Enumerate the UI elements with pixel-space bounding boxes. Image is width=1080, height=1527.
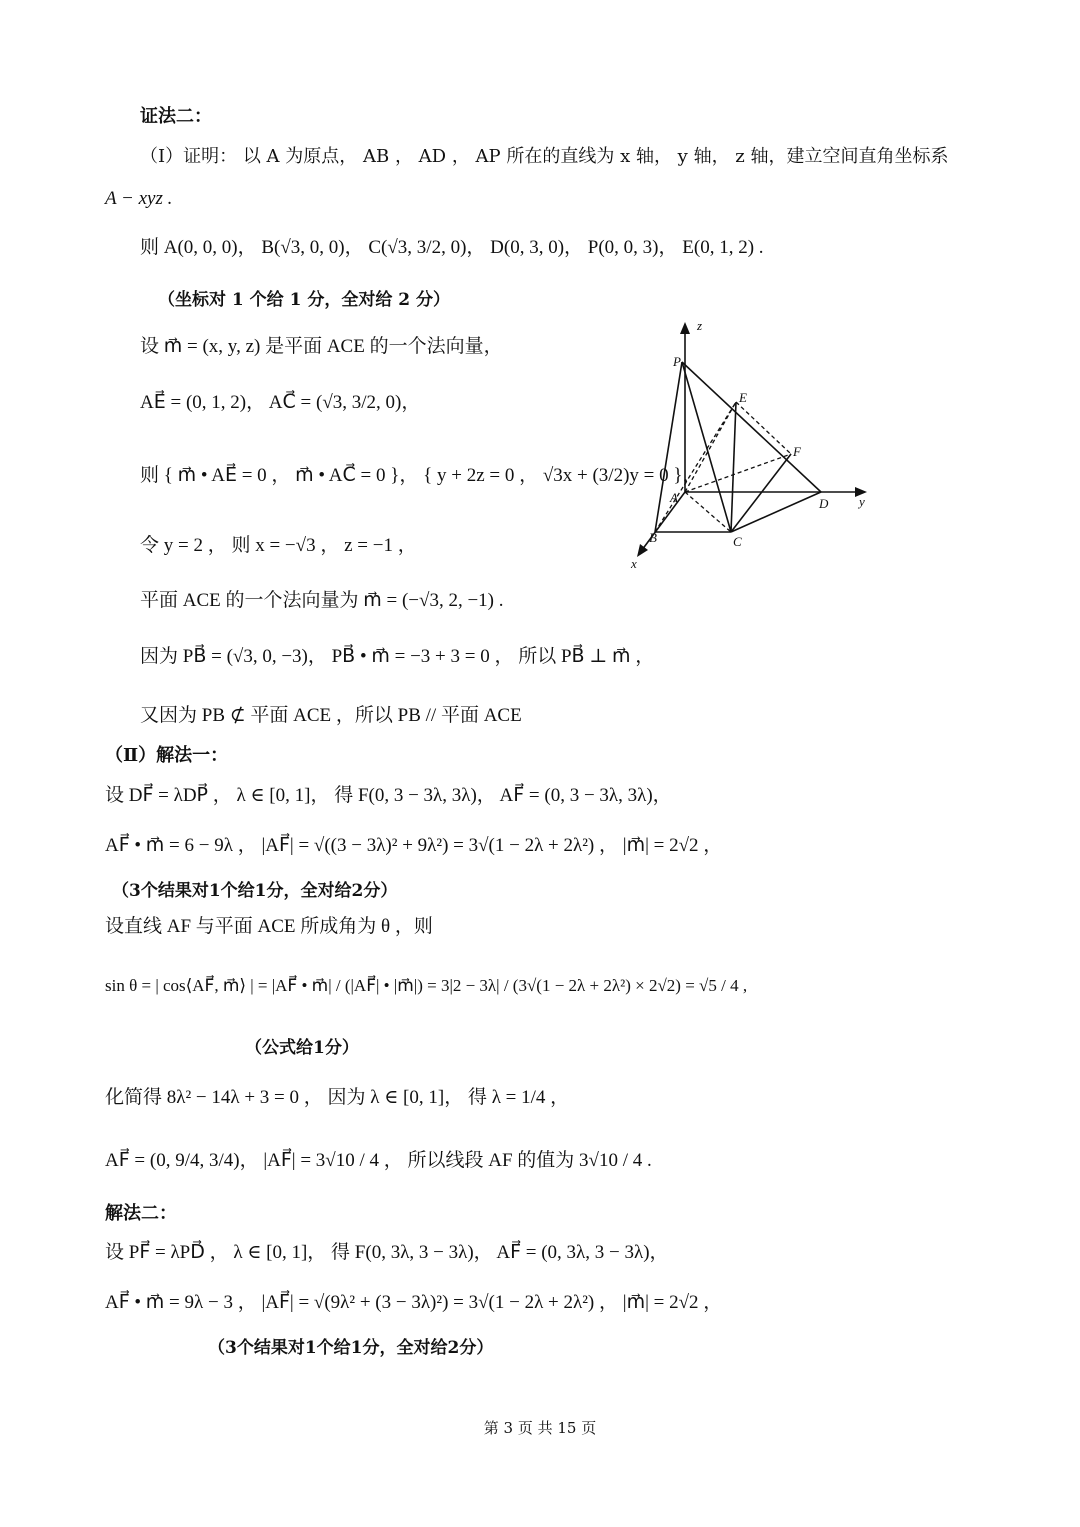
page-footer: 第 3 页 共 15 页 — [483, 1419, 597, 1437]
edge-AC — [685, 492, 731, 532]
part2-line5: 化简得 8λ² − 14λ + 3 = 0 ， 因为 λ ∈ [0, 1]， 得 λ = 1/4 ， — [105, 1087, 570, 1108]
method2-heading: 解法二： — [105, 1203, 177, 1224]
label-y: y — [859, 494, 865, 509]
proof2-heading: 证法二： — [140, 106, 212, 127]
label-E: E — [739, 390, 747, 405]
proof2-line8: 平面 ACE 的一个法向量为 m⃗ = (−√3, 2, −1) . — [140, 590, 504, 611]
part2-line1: 设 DF⃗ = λDP⃗ ， λ ∈ [0, 1]， 得 F(0, 3 − 3λ, 3λ)， AF⃗ = (0, 3 − 3λ, 3λ)， — [105, 785, 672, 806]
part2-note3: （公式给1分） — [245, 1038, 359, 1058]
edge-PB — [655, 362, 682, 532]
method2-note4: （3个结果对1个给1分，全对给2分） — [208, 1338, 494, 1358]
proof2-line9: 因为 PB⃗ = (√3, 0, −3)， PB⃗ • m⃗ = −3 + 3 = 0 ， 所以 PB⃗ ⊥ m⃗ ， — [140, 646, 655, 667]
proof2-line2: A − xyz . — [105, 188, 173, 209]
part2-line2: AF⃗ • m⃗ = 6 − 9λ ， |AF⃗| = √((3 − 3λ)² + 9λ²) = 3√(1 − 2λ + 2λ²) ， |m⃗| = 2√2 ， — [105, 835, 723, 856]
edge-FC — [731, 454, 791, 532]
proof2-line1: （Ⅰ）证明： 以 A 为原点， AB ， AD ， AP 所在的直线为 x 轴， y 轴， z 轴，建立空间直角坐标系 — [140, 146, 949, 167]
label-D: D — [819, 496, 829, 511]
edge-EC — [731, 402, 736, 532]
edge-AF — [685, 454, 791, 492]
proof2-line7: 令 y = 2 ， 则 x = −√3 ， z = −1 ， — [140, 535, 417, 556]
method2-line2: AF⃗ • m⃗ = 9λ − 3 ， |AF⃗| = √(9λ² + (3 − 3λ)²) = 3√(1 − 2λ + 2λ²) ， |m⃗| = 2√2 ， — [105, 1292, 723, 1313]
x-axis — [639, 492, 685, 554]
x-axis-arrow — [637, 544, 648, 557]
z-axis-arrow — [680, 322, 690, 334]
label-x: x — [631, 556, 637, 571]
edge-EF — [736, 402, 791, 454]
part2-heading: （Ⅱ）解法一： — [105, 745, 229, 766]
method2-line1: 设 PF⃗ = λPD⃗ ， λ ∈ [0, 1]， 得 F(0, 3λ, 3 − 3λ)， AF⃗ = (0, 3λ, 3 − 3λ)， — [105, 1242, 669, 1263]
edge-BE — [655, 402, 736, 532]
proof2-line5: AE⃗ = (0, 1, 2)， AC⃗ = (√3, 3/2, 0)， — [140, 392, 421, 413]
proof2-note1: （坐标对 1 个给 1 分，全对给 2 分） — [158, 290, 450, 310]
proof2-line4: 设 m⃗ = (x, y, z) 是平面 ACE 的一个法向量， — [140, 336, 503, 357]
label-z: z — [697, 318, 703, 333]
dashed-edges — [655, 402, 791, 532]
label-F: F — [793, 444, 801, 459]
proof2-line3: 则 A(0, 0, 0)， B(√3, 0, 0)， C(√3, 3/2, 0)， D(0, 3, 0)， P(0, 0, 3)， E(0, 1, 2) . — [140, 237, 764, 258]
proof2-line10: 又因为 PB ⊄ 平面 ACE ，所以 PB // 平面 ACE — [140, 705, 522, 726]
part2-note2: （3个结果对1个给1分，全对给2分） — [112, 881, 398, 901]
part2-line4: sin θ = | cos⟨AF⃗, m⃗⟩ | = |AF⃗ • m⃗| / (|AF⃗| • |m⃗|) = 3|2 − 3λ| / (3√(1 − 2λ + 2λ²) × 2√2) = √5 / 4 , — [105, 976, 748, 995]
part2-line3: 设直线 AF 与平面 ACE 所成角为 θ ，则 — [105, 916, 433, 937]
part2-line6: AF⃗ = (0, 9/4, 3/4)， |AF⃗| = 3√10 / 4 ， 所以线段 AF 的值为 3√10 / 4 . — [105, 1150, 652, 1171]
label-B: B — [649, 530, 657, 545]
edge-AE — [685, 402, 736, 492]
label-A: A — [670, 490, 678, 505]
edge-CD — [731, 492, 821, 532]
label-C: C — [733, 534, 742, 549]
label-P: P — [673, 354, 681, 369]
edge-PD — [682, 362, 821, 492]
pyramid-diagram — [625, 318, 885, 578]
proof2-line6: 则 { m⃗ • AE⃗ = 0 ， m⃗ • AC⃗ = 0 }， { y + 2z = 0 ， √3x + (3/2)y = 0 }， — [140, 465, 702, 486]
edge-PC — [682, 362, 731, 532]
